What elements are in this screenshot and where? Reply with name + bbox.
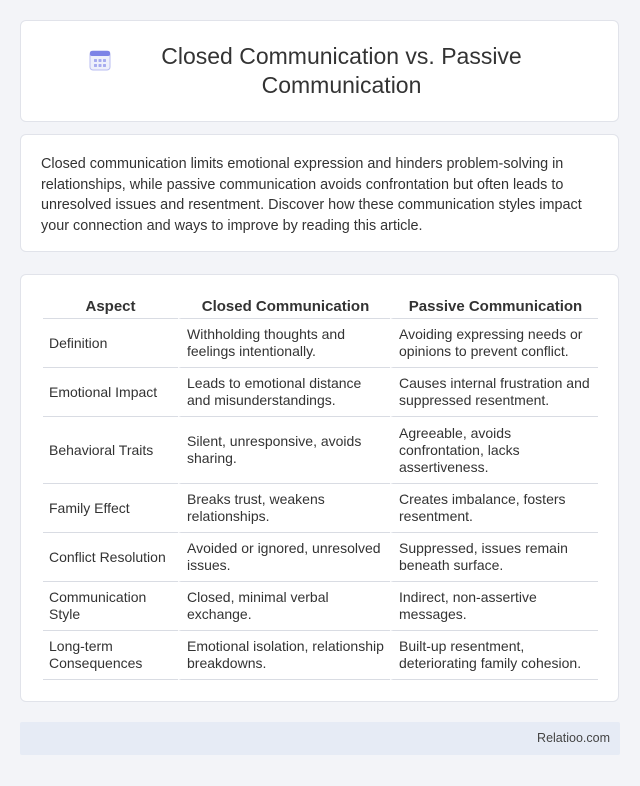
aspect-cell: Conflict Resolution	[43, 533, 178, 582]
passive-cell: Creates imbalance, fosters resentment.	[390, 484, 598, 533]
aspect-cell: Definition	[43, 319, 178, 368]
table-row	[43, 319, 598, 368]
passive-cell: Suppressed, issues remain beneath surface.	[390, 533, 598, 582]
closed-cell: Silent, unresponsive, avoids sharing.	[178, 417, 390, 484]
table-row	[43, 631, 598, 680]
table-row	[43, 484, 598, 533]
table-row	[43, 368, 598, 417]
table-header-row	[43, 293, 598, 319]
passive-cell: Causes internal frustration and suppressed resentment.	[390, 368, 598, 417]
header-closed: Closed Communication	[178, 293, 390, 319]
closed-cell: Breaks trust, weakens relationships.	[178, 484, 390, 533]
table-row	[43, 582, 598, 631]
calendar-icon	[88, 48, 112, 72]
header-aspect: Aspect	[43, 293, 178, 319]
comparison-card	[20, 274, 619, 702]
closed-cell: Avoided or ignored, unresolved issues.	[178, 533, 390, 582]
aspect-cell: Emotional Impact	[43, 368, 178, 417]
aspect-cell: Long-term Consequences	[43, 631, 178, 680]
intro-card	[20, 134, 619, 252]
closed-cell: Leads to emotional distance and misunderstandings.	[178, 368, 390, 417]
aspect-cell: Behavioral Traits	[43, 417, 178, 484]
page-title: Closed Communication vs. Passive Communication	[161, 43, 522, 98]
footer-bar	[20, 722, 620, 755]
footer-brand-link[interactable]: Relatioo.com	[537, 731, 610, 745]
header-passive: Passive Communication	[390, 293, 598, 319]
title-wrap	[21, 42, 618, 100]
title-card	[20, 20, 619, 122]
closed-cell: Closed, minimal verbal exchange.	[178, 582, 390, 631]
comparison-table	[43, 293, 598, 680]
passive-cell: Built-up resentment, deteriorating family cohesion.	[390, 631, 598, 680]
passive-cell: Indirect, non-assertive messages.	[390, 582, 598, 631]
closed-cell: Emotional isolation, relationship breakdowns.	[178, 631, 390, 680]
passive-cell: Avoiding expressing needs or opinions to prevent conflict.	[390, 319, 598, 368]
passive-cell: Agreeable, avoids confrontation, lacks assertiveness.	[390, 417, 598, 484]
closed-cell: Withholding thoughts and feelings intentionally.	[178, 319, 390, 368]
table-row	[43, 533, 598, 582]
intro-paragraph: Closed communication limits emotional expression and hinders problem-solving in relationships, while passive communication avoids confrontation but often leads to unresolved issues and resentment. Discover how these communication styles impact your connection and ways to improve by reading this article.	[41, 156, 582, 234]
aspect-cell: Communication Style	[43, 582, 178, 631]
aspect-cell: Family Effect	[43, 484, 178, 533]
table-row	[43, 417, 598, 484]
